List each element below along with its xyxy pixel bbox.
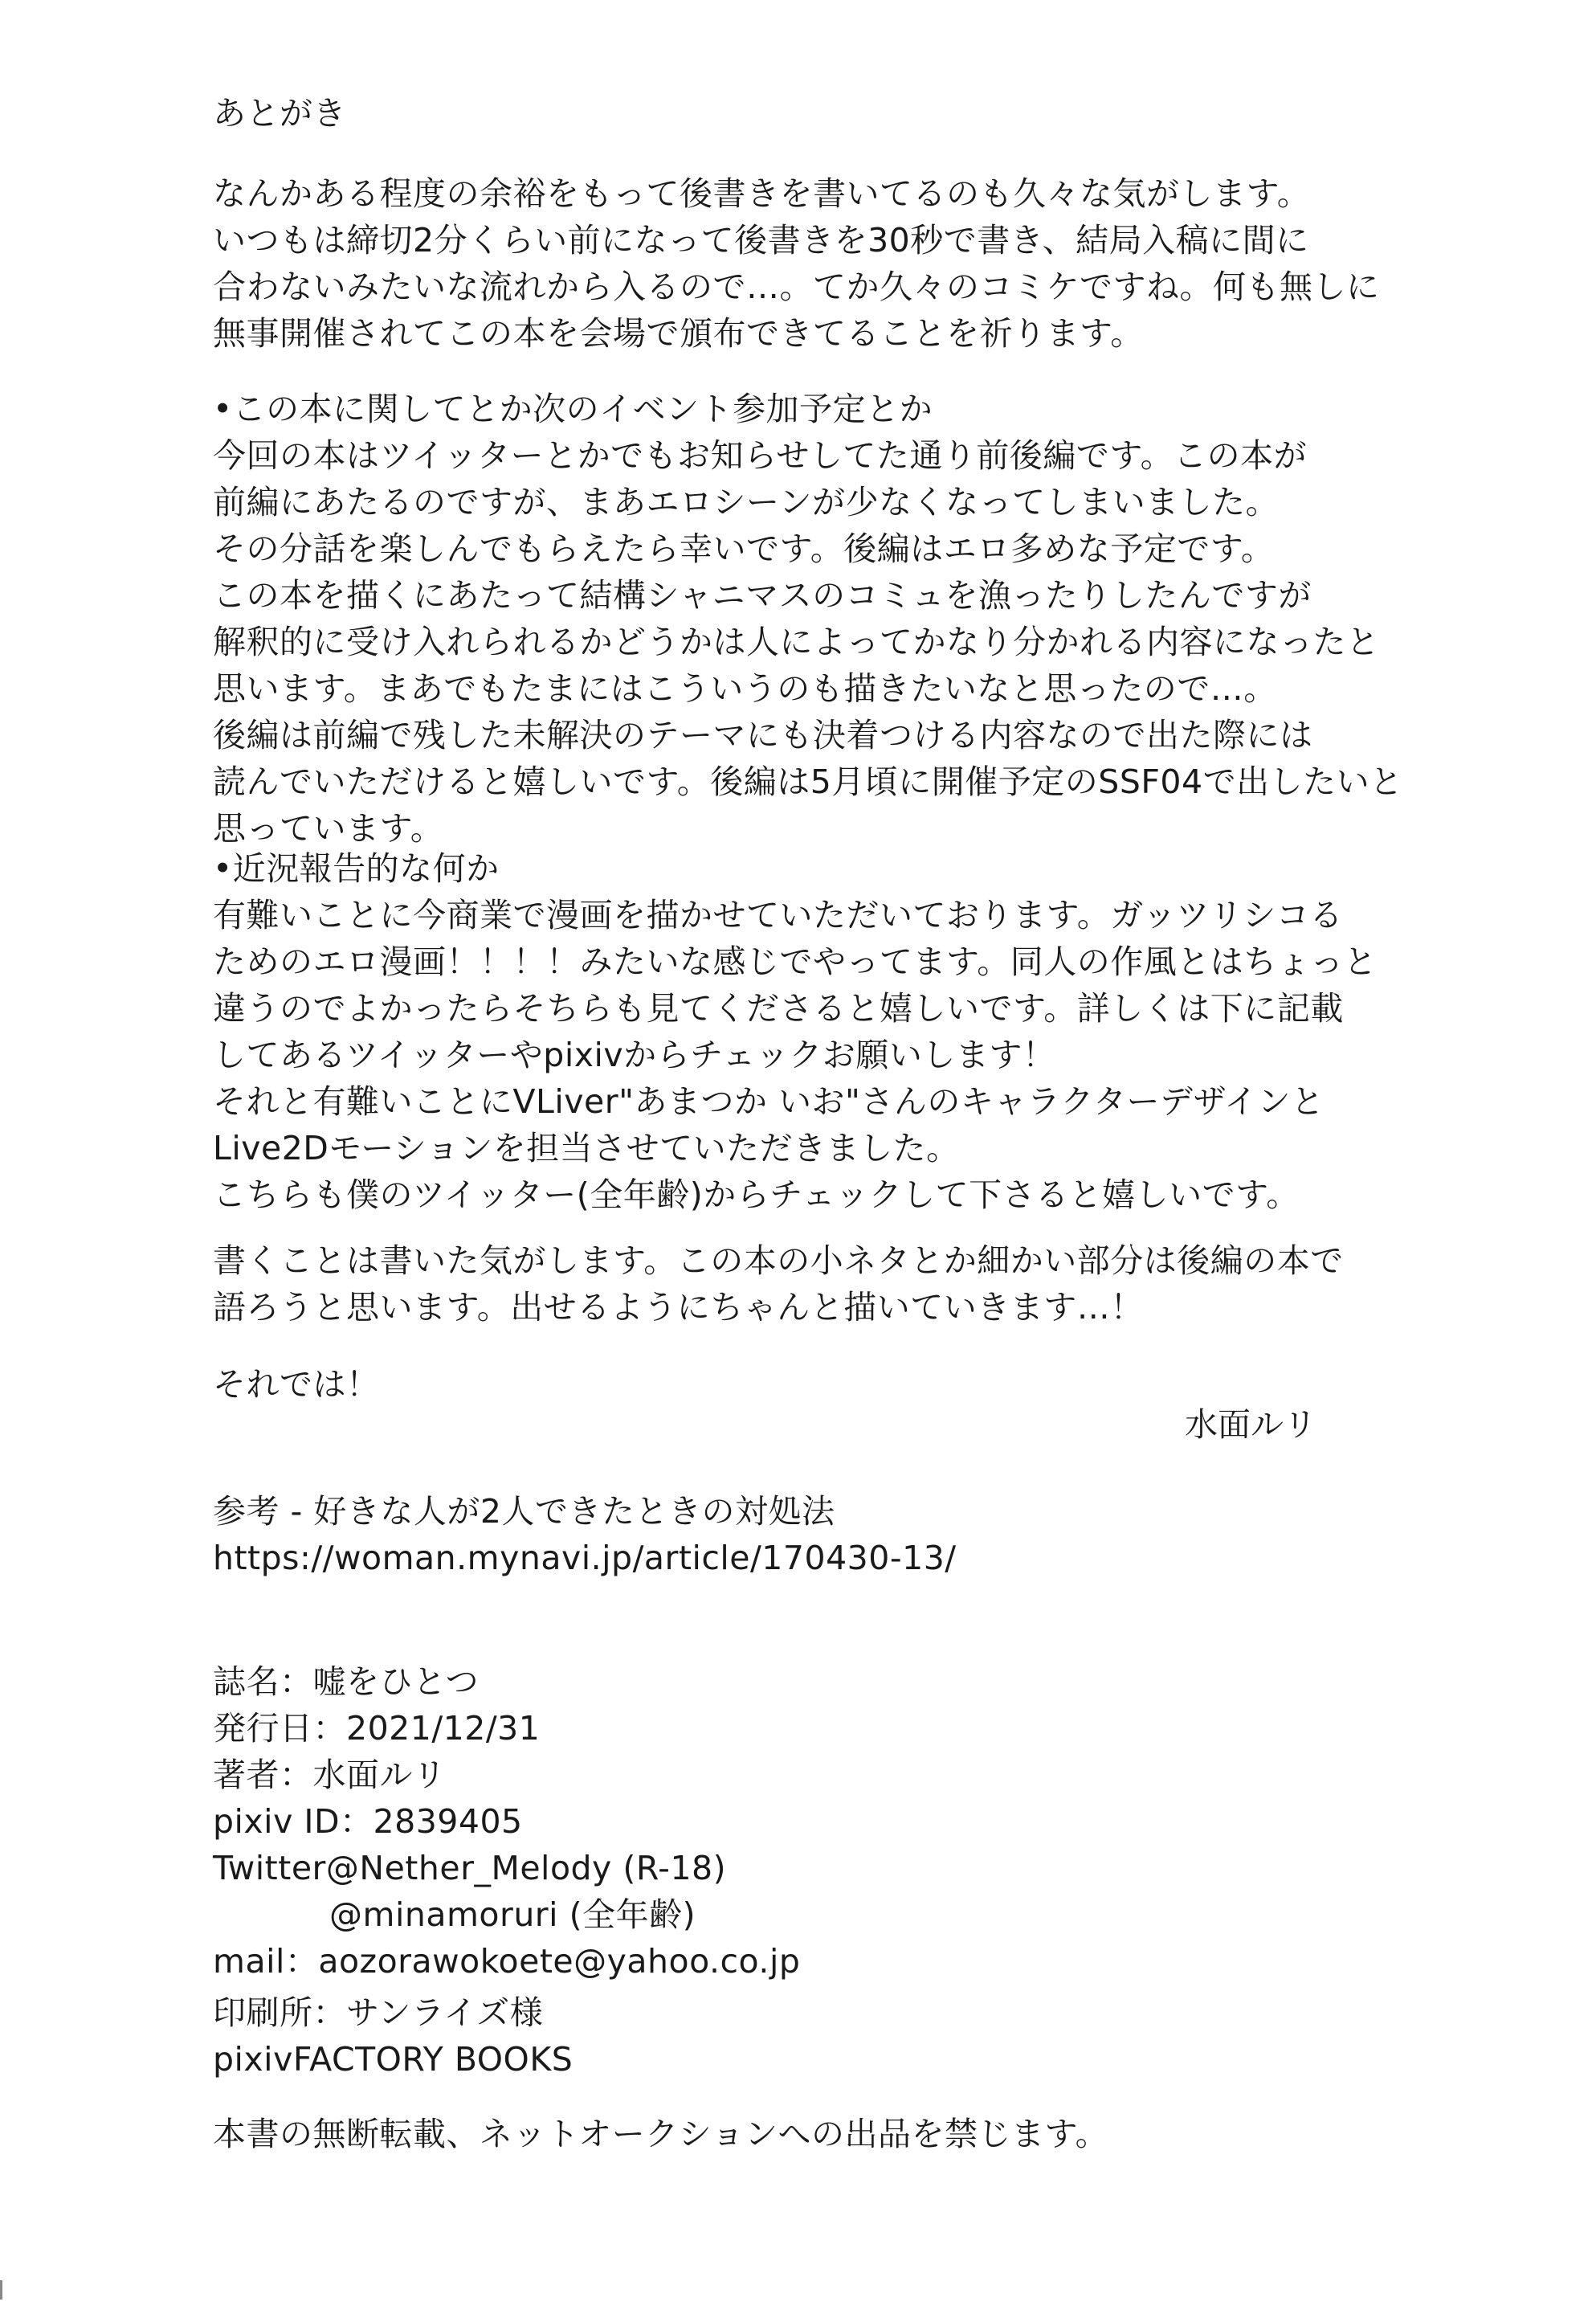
afterword-title: あとがき	[213, 94, 346, 133]
page-edge-mark	[0, 2280, 2, 2300]
colophon-mail: mail：aozorawokoete@yahoo.co.jp	[213, 1942, 801, 1981]
colophon-author: 著者：水面ルリ	[213, 1756, 447, 1794]
section-line: 有難いことに今商業で漫画を描かせていただいております。ガッツリシコる	[213, 896, 1343, 934]
intro-paragraph	[213, 170, 1466, 357]
section-line: 思います。まあでもたまにはこういうのも描きたいなと思ったので…。	[213, 669, 1277, 708]
reference-url: https://woman.mynavi.jp/article/170430-13/	[213, 1539, 957, 1577]
colophon	[213, 1658, 1466, 1985]
afterword-title-block	[213, 90, 1466, 137]
section-line: この本を描くにあたって結構シャニマスのコミュを漁ったりしたんですが	[213, 576, 1312, 615]
section-line: 今回の本はツイッターとかでもお知らせしてた通り前後編です。この本が	[213, 436, 1308, 475]
reproduction-notice: 本書の無断転載、ネットオークションへの出品を禁じます。	[213, 2115, 1109, 2153]
section-line: 後編は前編で残した未解決のテーマにも決着つける内容なので出た際には	[213, 716, 1313, 754]
colophon-title: 誌名：嘘をひとつ	[213, 1662, 480, 1701]
sign-off: それでは！	[213, 1365, 380, 1404]
section-status-report	[213, 845, 1466, 1218]
printer-line: pixivFACTORY BOOKS	[213, 2040, 573, 2079]
closing-paragraph	[213, 1237, 1466, 1331]
section-heading: •この本に関してとか次のイベント参加予定とか	[213, 390, 933, 428]
section-heading: •近況報告的な何か	[213, 849, 500, 888]
colophon-pixiv: pixiv ID：2839405	[213, 1802, 523, 1841]
reference-block	[213, 1488, 1466, 1581]
section-line: 前編にあたるのですが、まあエロシーンが少なくなってしまいました。	[213, 483, 1280, 521]
section-about-book	[213, 386, 1466, 852]
colophon-twitter-sub: @minamoruri (全年齢)	[329, 1895, 696, 1934]
printer-block	[213, 1989, 1466, 2083]
section-line: Live2Dモーションを担当させていただきました。	[213, 1129, 960, 1167]
intro-line: なんかある程度の余裕をもって後書きを書いてるのも久々な気がします。	[213, 174, 1311, 213]
closing-line: 語ろうと思います。出せるようにちゃんと描いていきます…！	[213, 1288, 1144, 1327]
colophon-twitter: Twitter@Nether_Melody (R-18)	[213, 1849, 727, 1887]
section-line: その分話を楽しんでもらえたら幸いです。後編はエロ多めな予定です。	[213, 529, 1275, 568]
section-line: してあるツイッターやpixivからチェックお願いします！	[213, 1036, 1056, 1074]
closing-line: 書くことは書いた気がします。この本の小ネタとか細かい部分は後編の本で	[213, 1241, 1344, 1280]
section-line: こちらも僕のツイッター(全年齢)からチェックして下さると嬉しいです。	[213, 1175, 1300, 1214]
colophon-date: 発行日：2021/12/31	[213, 1709, 541, 1748]
section-line: ためのエロ漫画！！！！みたいな感じでやってます。同人の作風とはちょっと	[213, 942, 1378, 981]
intro-line: 合わないみたいな流れから入るので…。てか久々のコミケですね。何も無しに	[213, 268, 1380, 306]
intro-line: 無事開催されてこの本を会場で頒布できてることを祈ります。	[213, 314, 1144, 353]
section-line: 違うのでよかったらそちらも見てくださると嬉しいです。詳しくは下に記載	[213, 989, 1344, 1028]
section-line: 解釈的に受け入れられるかどうかは人によってかなり分かれる内容になったと	[213, 623, 1380, 661]
printer-line: 印刷所：サンライズ様	[213, 1993, 544, 2032]
author-signature: 水面ルリ	[1185, 1405, 1316, 1444]
section-line: それと有難いことにVLiver"あまつか いお"さんのキャラクターデザインと	[213, 1082, 1325, 1121]
intro-line: いつもは締切2分くらい前になって後書きを30秒で書き、結局入稿に間に	[213, 221, 1309, 260]
reproduction-notice-block	[213, 2111, 1466, 2157]
section-line: 読んでいただけると嬉しいです。後編は5月頃に開催予定のSSF04で出したいと	[213, 762, 1403, 801]
reference-label: 参考 - 好きな人が2人できたときの対処法	[213, 1492, 835, 1531]
section-line: 思っています。	[213, 809, 444, 848]
